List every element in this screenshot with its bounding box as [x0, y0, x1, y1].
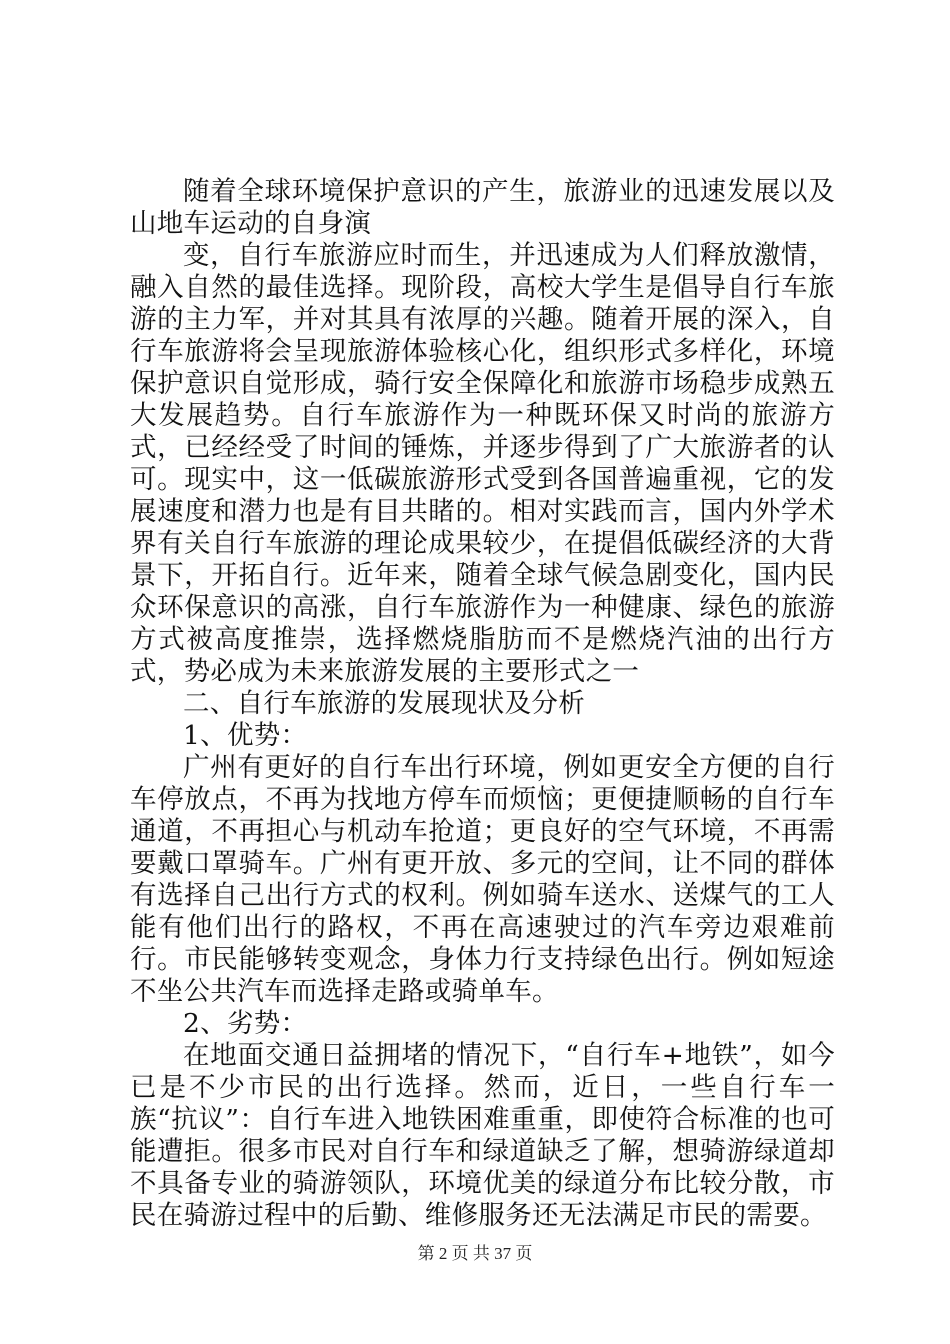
paragraph-intro-1: 随着全球环境保护意识的产生，旅游业的迅速发展以及山地车运动的自身演	[130, 176, 835, 239]
paragraph-advantages: 广州有更好的自行车出行环境，例如更安全方便的自行车停放点，不再为找地方停车而烦恼；更便捷顺畅的自行车通道，不再担心与机动车抢道；更良好的空气环境，不再需要戴口罩骑车。广州有更开放、多元的空间，让不同的群体有选择自己出行方式的权利。例如骑车送水、送煤气的工人能有他们出行的路权，不再在高速驶过的汽车旁边艰难前行。市民能够转变观念，身体力行支持绿色出行。例如短途不坐公共汽车而选择走路或骑单车。	[130, 752, 835, 1007]
document-body	[130, 176, 835, 1232]
paragraph-disadvantages: 在地面交通日益拥堵的情况下，“自行车+地铁”，如今已是不少市民的出行选择。然而，近日，一些自行车一族“抗议”：自行车进入地铁困难重重，即使符合标准的也可能遭拒。很多市民对自行车和绿道缺乏了解，想骑游绿道却不具备专业的骑游领队，环境优美的绿道分布比较分散，市民在骑游过程中的后勤、维修服务还无法满足市民的需要。	[130, 1040, 835, 1231]
paragraph-intro-2: 变，自行车旅游应时而生，并迅速成为人们释放激情，融入自然的最佳选择。现阶段，高校大学生是倡导自行车旅游的主力军，并对其具有浓厚的兴趣。随着开展的深入，自行车旅游将会呈现旅游体验核心化，组织形式多样化，环境保护意识自觉形成，骑行安全保障化和旅游市场稳步成熟五大发展趋势。自行车旅游作为一种既环保又时尚的旅游方式，已经经受了时间的锤炼，并逐步得到了广大旅游者的认可。现实中，这一低碳旅游形式受到各国普遍重视，它的发展速度和潜力也是有目共睹的。相对实践而言，国内外学术界有关自行车旅游的理论成果较少，在提倡低碳经济的大背景下，开拓自行。近年来，随着全球气候急剧变化，国内民众环保意识的高涨，自行车旅游作为一种健康、绿色的旅游方式被高度推崇，选择燃烧脂肪而不是燃烧汽油的出行方式，势必成为未来旅游发展的主要形式之一	[130, 240, 835, 687]
subheading-advantages: 1、优势：	[183, 720, 308, 751]
page-footer: 第 2 页 共 37 页	[417, 1244, 533, 1263]
subheading-disadvantages: 2、劣势：	[183, 1008, 308, 1039]
section-heading: 二、自行车旅游的发展现状及分析	[183, 688, 585, 719]
